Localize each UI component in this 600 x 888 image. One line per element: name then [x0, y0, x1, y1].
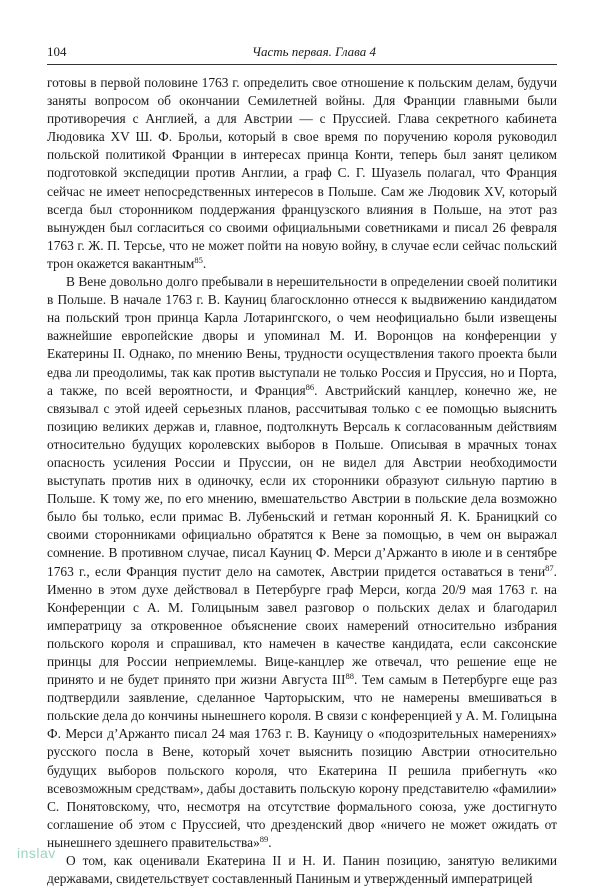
paragraph-1 — [47, 74, 557, 273]
page-number: 104 — [47, 44, 67, 59]
footnote-ref-89[interactable]: 89 — [259, 833, 269, 844]
paragraph-1-text: готовы в первой половине 1763 г. определить свое отношение к польским делам, будучи заняты вопросом об окончании Семилетней войны. Для Франции главными были противоречия с Англией, а для Австрии — с Пруссией. Глава секретного кабинета Людовика XV Ш. Ф. Брольи, который в свое время по поручению короля руководил польской политикой Франции в интересах принца Конти, теперь был занят целиком подготовкой экспедиции против Англии, а граф С. Г. Шуазель полагал, что Франция сейчас не имеет непосредственных интересов в Польше. Сам же Людовик XV, который всегда был сторонником поддержания французского влияния в Польше, на этот раз вынужден был согласиться со своими официальными советниками и писал 26 февраля 1763 г. Ж. П. Терсье, что не может пойти на новую войну, в случае если сейчас польский трон окажется вакантным — [47, 75, 557, 271]
header-rule — [47, 64, 557, 65]
paragraph-2-segment: . Именно в этом духе действовал в Петербурге граф Мерси, когда 20/9 мая 1763 г. на Конференции с А. М. Голицыным завел разговор о польских делах и благодарил императрицу за откровенное объяснение своих намерений относительно избрания польского короля и спрашивал, кто намечен в качестве кандидата, если саксонские принцы для России неприемлемы. Вице-канцлер же отвечал, что решение еще не принято и не будет принято при жизни Августа III — [47, 563, 557, 688]
paragraph-3-text: О том, как оценивали Екатерина II и Н. И. Панин позицию, занятую великими державами, свидетельствует составленный Паниным и утвержденный императрицей — [47, 853, 557, 887]
footnote-ref-86[interactable]: 86 — [305, 381, 315, 392]
footnote-ref-85[interactable]: 85 — [194, 254, 203, 265]
footnote-ref-87[interactable]: 87 — [545, 562, 554, 573]
paragraph-2-segment: . Тем самым в Петербурге еще раз подтвердили заявление, сделанное Чарторыским, что не намерены вмешиваться в польские дела до кончины нынешнего короля. В связи с конференцией у А. М. Голицына Ф. Мерси д’Аржанто писал 24 мая 1763 г. В. Кауницу о «подозрительных намерениях» русского посла в Вене, который хочет выяснить позицию Австрии относительно будущих выборов польского короля, что Екатерина II решила прибегнуть «ко всевозможным средствам», дабы доставить польскую корону представителю «фамилии» С. Понятовскому, что, несмотря на отсутствие формального союза, уже достигнуто соглашение об этом с Пруссией, что дрезденский двор «ничего не может ожидать от нынешнего здешнего правительства» — [47, 672, 557, 850]
paragraph-2-segment: . Австрийский канцлер, конечно же, не связывал с этой идеей серьезных планов, рассчитывая только с ее помощью выяснить позицию великих держав и, главное, подтолкнуть Версаль к согласованным действиям относительно будущих королевских выборов в Польше. Описывая в мрачных тонах опасность усиления России и Пруссии, он не видел для Австрии необходимости выступать против них в одиночку, если их сторонники образуют сильную партию в Польше. К тому же, по его мнению, вмешательство Австрии в польские дела возможно было бы только, если примас В. Лубеньский и гетман коронный Я. К. Браницкий со своими сторонниками официально обратятся к Вене за помощью, в чем он выражал сомнение. В противном случае, писал Кауниц Ф. Мерси д’Аржанто в июле и в сентябре 1763 г., если Франция пустит дело на самотек, Австрии придется оставаться в тени — [47, 382, 557, 579]
body-text — [47, 74, 557, 888]
paragraph-2 — [47, 273, 557, 852]
paragraph-1-tail: . — [202, 255, 207, 271]
watermark-logo: inslav — [17, 845, 56, 861]
page-header — [47, 44, 557, 62]
footnote-ref-88[interactable]: 88 — [345, 671, 354, 682]
paragraph-2-segment: . — [268, 834, 272, 850]
paragraph-2-segment: В Вене довольно долго пребывали в нерешительности в определении своей политики в Польше. В начале 1763 г. В. Кауниц благосклонно отнесся к выдвижению кандидатом на польский трон принца Карла Лотарингского, о чем неофициально были извещены важнейшие европейские дворы и упоминал М. И. Воронцов на конференции у Екатерины II. Однако, по мнению Вены, трудности осуществления такого проекта были едва ли преодолимы, так как против выступали не только Россия и Пруссия, но и Порта, а также, по всей вероятности, и Франция — [47, 274, 557, 398]
paragraph-3 — [47, 852, 557, 888]
running-title: Часть первая. Глава 4 — [252, 44, 376, 59]
